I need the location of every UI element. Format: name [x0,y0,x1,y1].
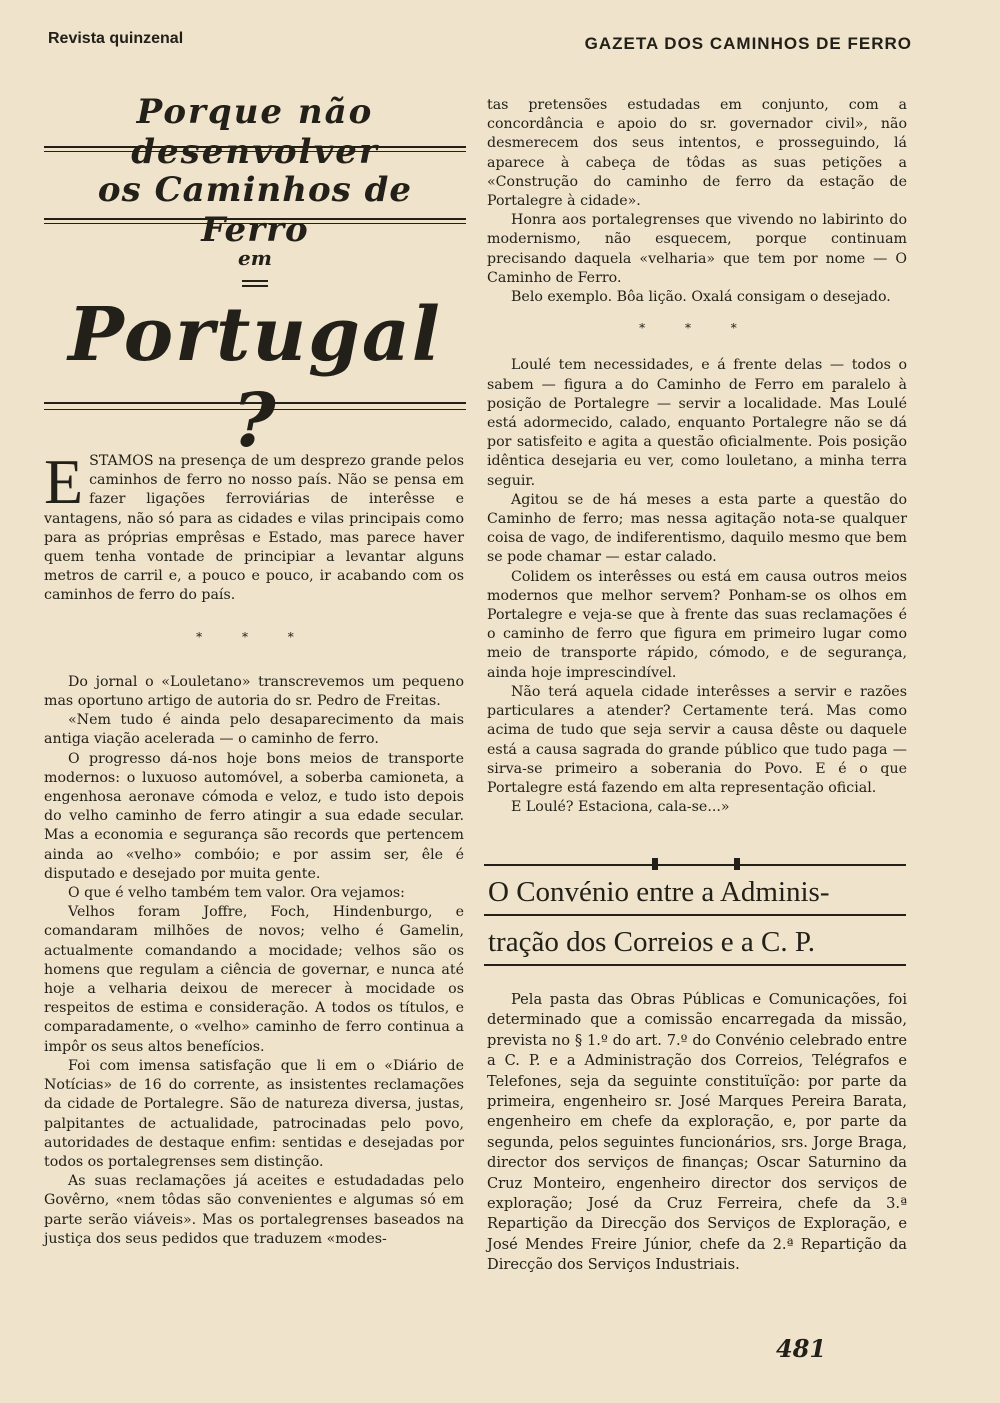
section-title-line-2: tração dos Correios e a C. P. [488,926,815,958]
section-title-rule [484,964,906,966]
article-title-block [44,78,466,464]
paragraph: Colidem os interêsses ou está em causa outros meios modernos que melhor servem? Ponham-se os olhos em Portalegre e veja-se que à frente das suas reclamações é o caminho de ferro que figura em primeiro lugar como meio de transporte rápido, cómodo, e de segurança, ainda hoje imprescindível. [487,568,907,681]
paragraph: Loulé tem necessidades, e á frente delas — todos o sabem — figura a do Caminho de Ferro em paralelo à posição de Portalegre — servir a localidade. Mas Loulé está adormecido, calado, enquanto Portalegre não se dá por satisfeito e agita a questão oficialmente. Pois posição idêntica desejaria eu ver, como louletano, a minha terra seguir. [487,357,907,489]
title-rule [44,409,466,410]
paragraph: Honra aos portalegrenses que vivendo no labirinto do modernismo, não esquecem, porque continuam precisando daquela «velharia» que tem por nome — O Caminho de Ferro. [487,212,907,286]
divider-ornament [734,858,740,870]
header-right: GAZETA DOS CAMINHOS DE FERRO [584,34,912,53]
section-title-rule [484,914,906,916]
paragraph: Belo exemplo. Bôa lição. Oxalá consigam o desejado. [511,289,891,306]
paragraph: Não terá aquela cidade interêsses a servir e razões particulares a atender? Certamente terá. Mas como acima de tudo que seja servir a causa dêste ou daquele está a causa sagrada do grande público que tudo paga — sirva-se primeiro a soberania do Povo. E é o que Portalegre está fazendo em alta representação oficial. [487,683,907,796]
paragraph: Do jornal o «Louletano» transcrevemos um pequeno mas oportuno artigo de autoria do sr. Pedro de Freitas. [44,673,464,710]
title-small-rule [242,280,268,282]
title-rule [44,402,466,404]
title-line-2: os Caminhos de Ferro [97,170,413,250]
paragraph: E Loulé? Estaciona, cala-se...» [511,799,730,816]
paragraph: Velhos foram Joffre, Foch, Hindenburgo, e comandaram milhões de novos; velho é Gamelin, actualmente comandando a mocidade; velhos são os homens que regulam a ciência de governar, e nunca até hoje a velharia deixou de merecer à mocidade os respeitos de estima e consideração. A todos os títulos, e comparadamente, o «velho» caminho de ferro continua a impôr os seus altos benefícios. [44,904,464,1055]
page-number: 481 [776,1334,827,1363]
title-rule [44,218,466,220]
paragraph: O que é velho também tem valor. Ora vejamos: [68,885,405,902]
left-column [44,446,464,1249]
title-line-3: em [238,246,272,270]
title-rule [44,151,466,152]
title-line-1: Porque não desenvolver [131,92,379,172]
title-rule [44,146,466,148]
paragraph: Foi com imensa satisfação que li em o «Diário de Notícias» de 16 do corrente, as insistentes reclamações da cidade de Portalegre. São de natureza diversa, justas, palpitantes de actualidade, patrocinadas pelo povo, autoridades de destaque enfim: sentidas e desejadas por todos os portalegrenses sem distinção. [44,1057,464,1170]
title-line-4: Portugal ? [68,292,442,464]
intro-text: STAMOS na presença de um desprezo grande pelos caminhos de ferro no nosso país. Não se pensa em fazer ligações ferroviárias de interêsse e vantagens, não só para as cidades e vilas principais como para as próprias emprêsas e Estado, mas parece haver quem tenha vontade de principiar a levantar alguns metros de carril e, a pouco e pouco, ir acabando com os caminhos de ferro do país. [44,453,464,604]
section-separator: * * * [639,321,755,336]
paragraph: «Nem tudo é ainda pelo desaparecimento da mais antiga viação acelerada — o caminho de ferro. [44,712,464,748]
paragraph: Agitou se de há meses a esta parte a questão do Caminho de ferro; mas nessa agitação nota-se qualquer coisa de vago, de indiferentismo, daquilo mesmo que bem se pode chamar — estar calado. [487,491,907,566]
section-body [487,990,907,1276]
intro-paragraph [44,446,464,606]
header-left: Revista quinzenal [48,30,184,47]
paragraph: As suas reclamações já aceites e estudadadas pelo Govêrno, «nem tôdas são convenientes e algumas só em parte serão viáveis». Mas os portalegrenses baseados na justiça dos seus pedidos que traduzem «modes- [44,1173,464,1247]
right-column [487,96,907,817]
section-divider [484,864,906,866]
section-separator: * * * [196,629,312,644]
title-small-rule [242,285,268,287]
section-title-line-1: O Convénio entre a Adminis- [488,876,830,908]
paragraph: O progresso dá-nos hoje bons meios de transporte modernos: o luxuoso automóvel, a soberba camioneta, a engenhosa aeronave cómoda e veloz, e tudo isto depois do velho caminho de ferro atingir a sua edade secular. Mas a economia e segurança são records que pertencem ainda ao «velho» combóio; e por assim ser, êle é disputado e desejado por muita gente. [44,750,464,882]
paragraph: Pela pasta das Obras Públicas e Comunicações, foi determinado que a comissão encarregada da missão, prevista no § 1.º do art. 7.º do Convénio celebrado entre a C. P. e a Administração dos Correios, Telégrafos e Telefones, seja da seguinte constituïção: por parte da primeira, engenheiro sr. José Marques Pereira Barata, engenheiro em chefe da exploração, e, por parte da segunda, pelos seguintes funcionários, srs. Jorge Braga, director dos serviços de finanças; Oscar Saturnino da Cruz Monteiro, engenheiro director dos serviços de exploração; José da Cruz Ferreira, chefe da 3.ª Repartição da Direcção dos Serviços de Exploração, e José Mendes Freire Júnior, chefe da 2.ª Repartição da Direcção dos Serviços Industriais. [487,991,907,1274]
drop-cap: E [44,446,84,517]
title-rule [44,223,466,224]
paragraph: tas pretensões estudadas em conjunto, com a concordância e apoio do sr. governador civil», não desmerecem dos seus intentos, e prosseguindo, lá aparece à cabeça de tôdas as suas petições a «Construção do caminho de ferro da estação de Portalegre à cidade». [487,97,907,210]
divider-ornament [652,858,658,870]
